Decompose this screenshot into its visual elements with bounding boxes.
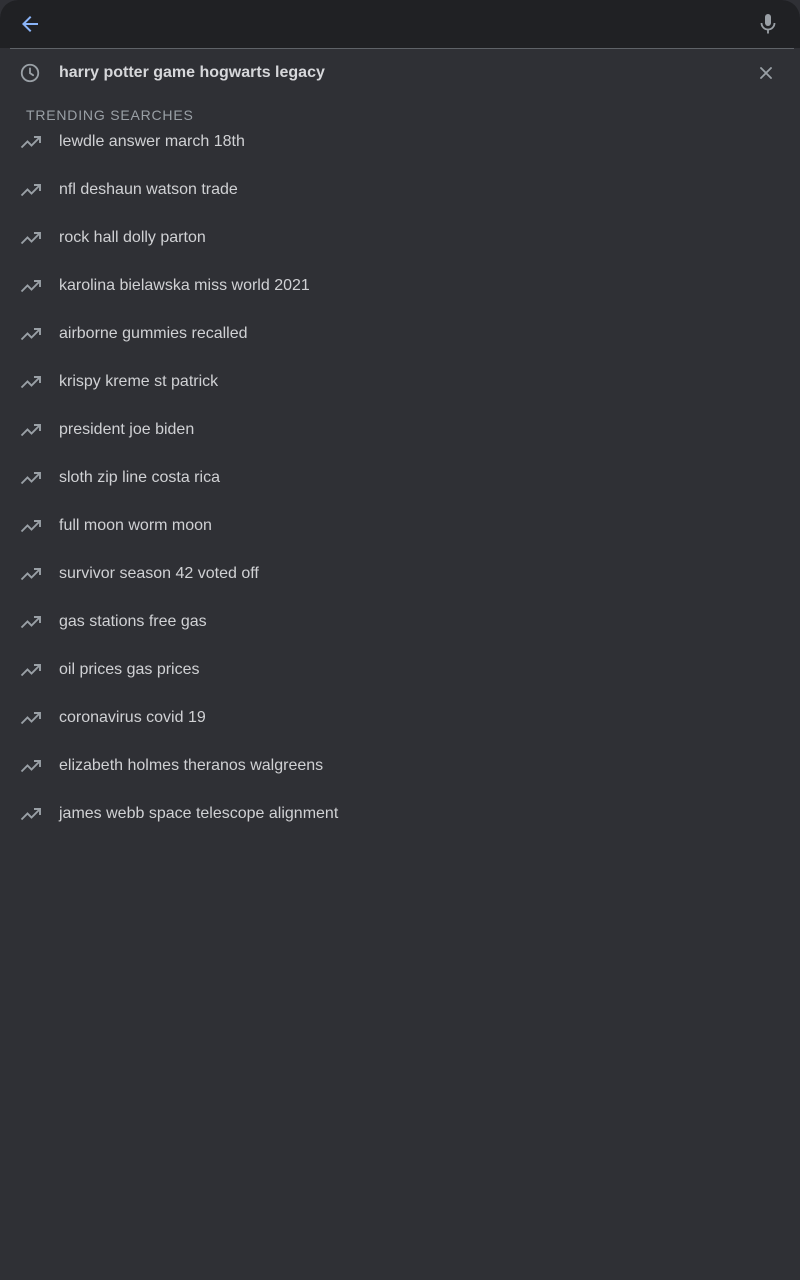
trending-item-label: survivor season 42 voted off (59, 565, 259, 582)
remove-history-button[interactable] (752, 59, 780, 87)
trending-up-icon (19, 562, 43, 586)
trending-item-label: lewdle answer march 18th (59, 133, 245, 150)
trending-up-icon (19, 274, 43, 298)
trending-item-label: sloth zip line costa rica (59, 469, 220, 486)
trending-item[interactable] (0, 790, 800, 838)
trending-up-icon (19, 370, 43, 394)
trending-item[interactable] (0, 646, 800, 694)
trending-up-icon (19, 130, 43, 154)
voice-search-button[interactable] (754, 10, 782, 38)
trending-item[interactable] (0, 358, 800, 406)
mic-icon (756, 12, 780, 36)
back-button[interactable] (16, 10, 44, 38)
trending-item-label: james webb space telescope alignment (59, 805, 339, 822)
trending-item[interactable] (0, 310, 800, 358)
search-bar (0, 0, 800, 48)
trending-item-label: nfl deshaun watson trade (59, 181, 238, 198)
trending-up-icon (19, 802, 43, 826)
trending-up-icon (19, 322, 43, 346)
trending-up-icon (19, 514, 43, 538)
trending-up-icon (19, 610, 43, 634)
close-icon (756, 63, 776, 83)
trending-up-icon (19, 466, 43, 490)
arrow-back-icon (18, 12, 42, 36)
trending-up-icon (19, 178, 43, 202)
trending-up-icon (19, 418, 43, 442)
trending-item[interactable] (0, 214, 800, 262)
trending-item-label: full moon worm moon (59, 517, 212, 534)
trending-item[interactable] (0, 550, 800, 598)
history-item[interactable] (0, 49, 800, 97)
trending-item[interactable] (0, 118, 800, 166)
trending-item-label: oil prices gas prices (59, 661, 200, 678)
trending-up-icon (19, 226, 43, 250)
trending-item-label: rock hall dolly parton (59, 229, 206, 246)
trending-item[interactable] (0, 454, 800, 502)
trending-up-icon (19, 706, 43, 730)
trending-up-icon (19, 754, 43, 778)
trending-item[interactable] (0, 406, 800, 454)
trending-list (0, 118, 800, 838)
trending-up-icon (19, 658, 43, 682)
trending-item[interactable] (0, 262, 800, 310)
trending-item[interactable] (0, 742, 800, 790)
trending-item-label: gas stations free gas (59, 613, 207, 630)
history-item-label: harry potter game hogwarts legacy (59, 64, 325, 81)
trending-item-label: elizabeth holmes theranos walgreens (59, 757, 324, 774)
trending-item[interactable] (0, 694, 800, 742)
trending-item[interactable] (0, 166, 800, 214)
trending-item-label: president joe biden (59, 421, 195, 438)
trending-section-title: TRENDING SEARCHES (26, 107, 194, 123)
trending-item[interactable] (0, 598, 800, 646)
trending-item-label: karolina bielawska miss world 2021 (59, 277, 310, 294)
trending-item-label: krispy kreme st patrick (59, 373, 219, 390)
trending-item-label: airborne gummies recalled (59, 325, 248, 342)
search-input[interactable] (44, 0, 754, 48)
trending-item-label: coronavirus covid 19 (59, 709, 206, 726)
history-clock-icon (18, 61, 42, 85)
trending-item[interactable] (0, 502, 800, 550)
